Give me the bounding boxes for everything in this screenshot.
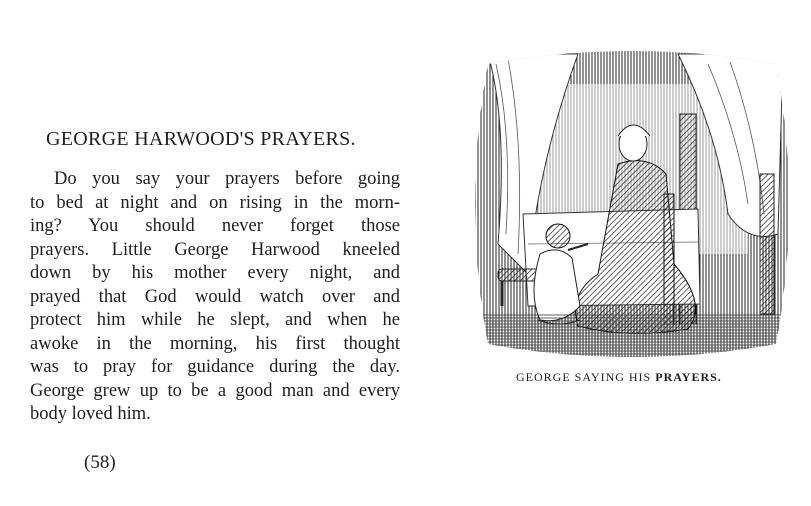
text-line: body loved him.: [30, 404, 151, 424]
text-line: prayed that God would watch over and: [30, 286, 400, 307]
text-line: down by his mother every night, and: [30, 263, 400, 283]
page-title: GEORGE HARWOOD'S PRAYERS.: [46, 128, 356, 150]
text-line: awoke in the morning, his first thought: [30, 333, 400, 354]
text-line: to bed at night and on rising in the morn-: [30, 192, 400, 213]
text-line: Do you say your prayers before going: [54, 169, 400, 189]
page-number: (58): [84, 452, 116, 473]
text-line: ing? You should never forget those: [30, 216, 400, 236]
text-line: was to pray for guidance during the day.: [30, 357, 400, 377]
caption-text: GEORGE SAYING HIS: [516, 370, 656, 384]
text-line: prayers. Little George Harwood kneeled: [30, 239, 400, 260]
text-line: protect him while he slept, and when he: [30, 310, 400, 330]
caption-emphasis: PRAYERS.: [655, 370, 722, 384]
text-line: George grew up to be a good man and every: [30, 380, 400, 401]
story-paragraph: [30, 168, 400, 427]
engraving-mother-and-kneeling-child-icon: [468, 44, 796, 364]
illustration-caption: [516, 370, 776, 385]
